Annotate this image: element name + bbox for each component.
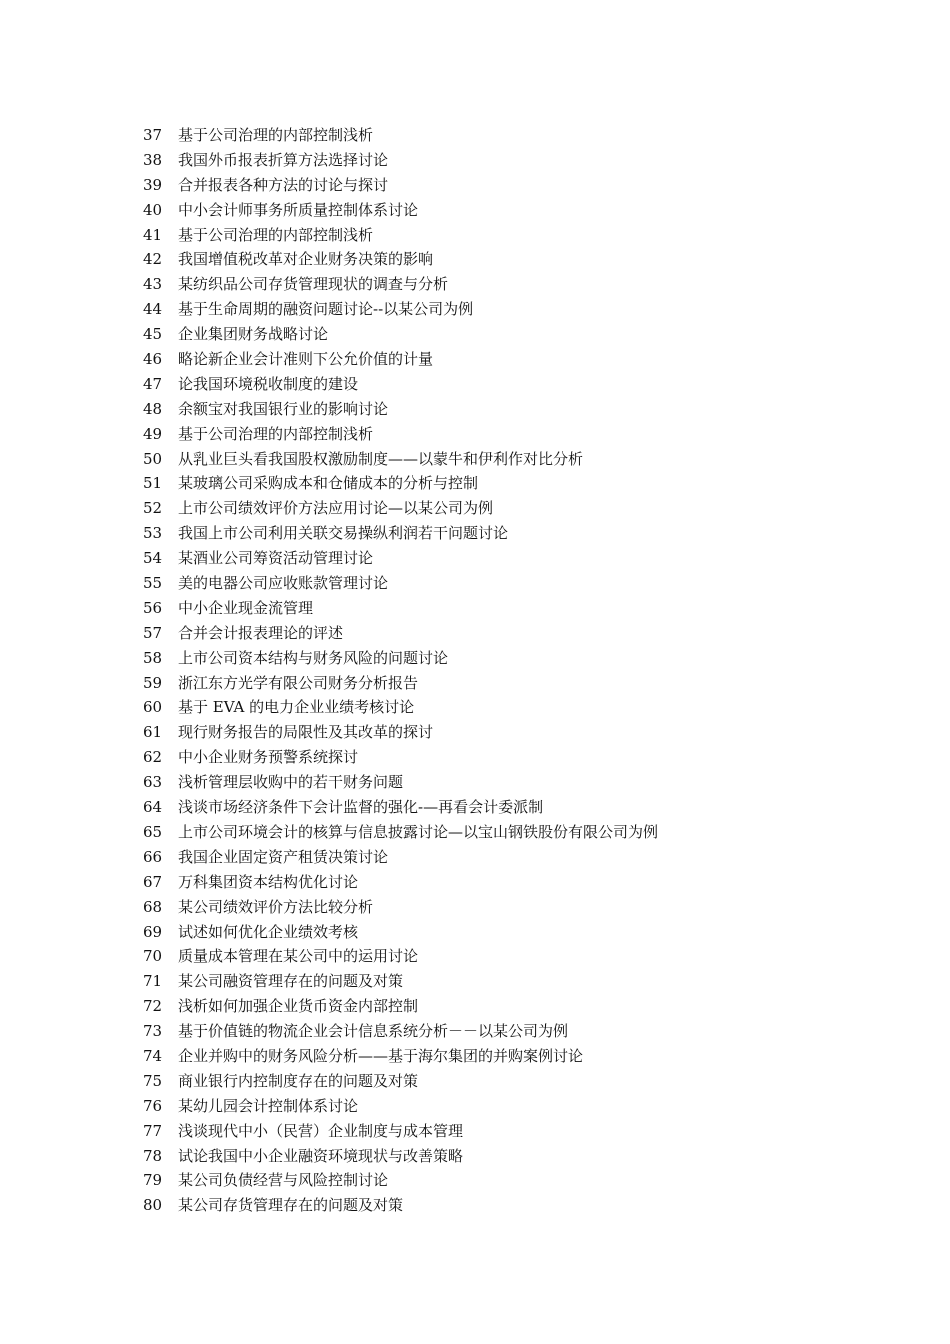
topic-title: 中小企业现金流管理 — [178, 598, 314, 617]
topic-number: 39 — [143, 175, 163, 194]
list-item — [143, 198, 658, 223]
topic-number: 73 — [143, 1022, 163, 1041]
topic-number: 72 — [143, 997, 163, 1016]
topic-number: 43 — [143, 275, 163, 294]
list-item — [143, 1019, 658, 1044]
topic-title: 我国增值税改革对企业财务决策的影响 — [178, 250, 434, 269]
list-item — [143, 447, 658, 472]
topic-title: 某玻璃公司采购成本和仓储成本的分析与控制 — [178, 474, 479, 493]
topic-title: 基于公司治理的内部控制浅析 — [178, 424, 374, 443]
list-item — [143, 347, 658, 372]
topic-number: 44 — [143, 300, 163, 319]
list-item — [143, 745, 658, 770]
topic-title: 上市公司资本结构与财务风险的问题讨论 — [178, 648, 449, 667]
topic-number: 42 — [143, 250, 163, 269]
topic-title: 浅谈市场经济条件下会计监督的强化-—再看会计委派制 — [178, 798, 544, 817]
list-item — [143, 944, 658, 969]
topic-title: 现行财务报告的局限性及其改革的探讨 — [178, 723, 434, 742]
topic-title: 某公司融资管理存在的问题及对策 — [178, 972, 404, 991]
topic-title: 基于 EVA 的电力企业业绩考核讨论 — [178, 698, 415, 717]
topic-number: 78 — [143, 1146, 163, 1165]
topic-number: 52 — [143, 499, 163, 518]
topic-number: 69 — [143, 922, 163, 941]
topic-title: 质量成本管理在某公司中的运用讨论 — [178, 947, 419, 966]
list-item — [143, 521, 658, 546]
topic-title: 基于公司治理的内部控制浅析 — [178, 126, 374, 144]
list-item — [143, 148, 658, 173]
list-item — [143, 920, 658, 945]
list-item — [143, 646, 658, 671]
topic-title: 论我国环境税收制度的建设 — [178, 374, 359, 393]
list-item — [143, 1144, 658, 1169]
topic-number: 68 — [143, 897, 163, 916]
topic-title: 基于公司治理的内部控制浅析 — [178, 225, 374, 244]
topic-number: 47 — [143, 374, 163, 393]
list-item — [143, 596, 658, 621]
topic-number: 40 — [143, 200, 163, 219]
topic-number: 51 — [143, 474, 163, 493]
topic-number: 65 — [143, 822, 163, 841]
topic-title: 浅析管理层收购中的若干财务问题 — [178, 773, 404, 792]
list-item — [143, 372, 658, 397]
list-item — [143, 994, 658, 1019]
topic-title: 某公司负债经营与风险控制讨论 — [178, 1171, 389, 1190]
topic-title: 合并报表各种方法的讨论与探讨 — [178, 175, 389, 194]
topic-title: 某纺织品公司存货管理现状的调查与分析 — [178, 275, 449, 294]
list-item — [143, 895, 658, 920]
topic-title: 上市公司环境会计的核算与信息披露讨论—以宝山钢铁股份有限公司为例 — [178, 822, 659, 841]
list-item — [143, 1044, 658, 1069]
topic-number: 57 — [143, 623, 163, 642]
topic-number: 77 — [143, 1121, 163, 1140]
topic-title: 试论我国中小企业融资环境现状与改善策略 — [178, 1146, 464, 1165]
topic-title: 浅析如何加强企业货币资金内部控制 — [178, 997, 419, 1016]
list-item — [143, 422, 658, 447]
topic-title: 美的电器公司应收账款管理讨论 — [178, 574, 389, 593]
topic-number: 53 — [143, 524, 163, 543]
topic-number: 63 — [143, 773, 163, 792]
list-item — [143, 471, 658, 496]
topic-title: 余额宝对我国银行业的影响讨论 — [178, 399, 389, 418]
list-item — [143, 1193, 658, 1218]
topic-number: 76 — [143, 1096, 163, 1115]
list-item — [143, 571, 658, 596]
topic-number: 79 — [143, 1171, 163, 1190]
list-item — [143, 720, 658, 745]
topic-title: 我国上市公司利用关联交易操纵利润若干问题讨论 — [178, 524, 509, 543]
topic-title: 从乳业巨头看我国股权激励制度——以蒙牛和伊利作对比分析 — [178, 449, 584, 468]
list-item — [143, 969, 658, 994]
list-item — [143, 322, 658, 347]
list-item — [143, 272, 658, 297]
topic-list — [143, 123, 658, 1218]
topic-number: 50 — [143, 449, 163, 468]
topic-number: 70 — [143, 947, 163, 966]
topic-title: 基于生命周期的融资问题讨论--以某公司为例 — [178, 300, 474, 319]
list-item — [143, 695, 658, 720]
topic-title: 我国企业固定资产租赁决策讨论 — [178, 847, 389, 866]
topic-number: 54 — [143, 549, 163, 568]
topic-number: 37 — [143, 126, 163, 144]
topic-title: 我国外币报表折算方法选择讨论 — [178, 150, 389, 169]
topic-number: 38 — [143, 150, 163, 169]
topic-number: 58 — [143, 648, 163, 667]
topic-number: 66 — [143, 847, 163, 866]
topic-title: 万科集团资本结构优化讨论 — [178, 872, 359, 891]
topic-number: 60 — [143, 698, 163, 717]
topic-title: 中小会计师事务所质量控制体系讨论 — [178, 200, 419, 219]
topic-title: 企业集团财务战略讨论 — [178, 325, 329, 344]
topic-title: 试述如何优化企业绩效考核 — [178, 922, 359, 941]
topic-title: 上市公司绩效评价方法应用讨论—以某公司为例 — [178, 499, 494, 518]
topic-number: 56 — [143, 598, 163, 617]
topic-title: 某幼儿园会计控制体系讨论 — [178, 1096, 359, 1115]
list-item — [143, 820, 658, 845]
list-item — [143, 223, 658, 248]
topic-title: 商业银行内控制度存在的问题及对策 — [178, 1071, 419, 1090]
topic-number: 61 — [143, 723, 163, 742]
topic-number: 74 — [143, 1046, 163, 1065]
topic-number: 55 — [143, 574, 163, 593]
topic-title: 中小企业财务预警系统探讨 — [178, 748, 359, 767]
list-item — [143, 770, 658, 795]
list-item — [143, 123, 658, 148]
topic-title: 略论新企业会计准则下公允价值的计量 — [178, 350, 434, 369]
topic-title: 某公司绩效评价方法比较分析 — [178, 897, 374, 916]
list-item — [143, 496, 658, 521]
topic-title: 企业并购中的财务风险分析——基于海尔集团的并购案例讨论 — [178, 1046, 584, 1065]
list-item — [143, 621, 658, 646]
list-item — [143, 1069, 658, 1094]
list-item — [143, 845, 658, 870]
topic-number: 62 — [143, 748, 163, 767]
topic-number: 41 — [143, 225, 163, 244]
topic-title: 基于价值链的物流企业会计信息系统分析－－以某公司为例 — [178, 1022, 569, 1041]
topic-number: 46 — [143, 350, 163, 369]
topic-number: 45 — [143, 325, 163, 344]
topic-number: 80 — [143, 1196, 163, 1215]
list-item — [143, 297, 658, 322]
topic-title: 某酒业公司筹资活动管理讨论 — [178, 549, 374, 568]
topic-number: 49 — [143, 424, 163, 443]
topic-number: 59 — [143, 673, 163, 692]
topic-title: 浙江东方光学有限公司财务分析报告 — [178, 673, 419, 692]
topic-title: 浅谈现代中小（民营）企业制度与成本管理 — [178, 1121, 464, 1140]
topic-number: 75 — [143, 1071, 163, 1090]
list-item — [143, 795, 658, 820]
list-item — [143, 1168, 658, 1193]
list-item — [143, 1094, 658, 1119]
topic-number: 67 — [143, 872, 163, 891]
topic-number: 64 — [143, 798, 163, 817]
topic-title: 某公司存货管理存在的问题及对策 — [178, 1196, 404, 1215]
list-item — [143, 1119, 658, 1144]
topic-number: 71 — [143, 972, 163, 991]
list-item — [143, 671, 658, 696]
list-item — [143, 546, 658, 571]
topic-number: 48 — [143, 399, 163, 418]
list-item — [143, 397, 658, 422]
list-item — [143, 247, 658, 272]
topic-title: 合并会计报表理论的评述 — [178, 623, 344, 642]
list-item — [143, 173, 658, 198]
list-item — [143, 870, 658, 895]
